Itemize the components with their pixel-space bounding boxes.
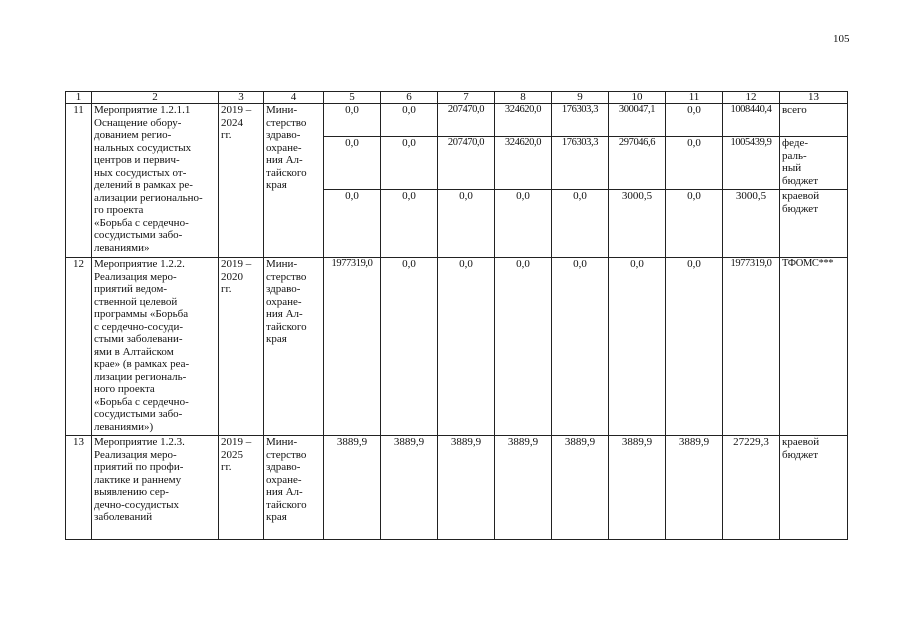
- activity-name: Мероприятие 1.2.2. Реализация меро- приятий ведом- ственной целевой программы «Борьба с сердечно-сосуди- стыми заболевани- ями в Алтайском крае» (в рамках реа- лизации региональ- ного проекта «Борьба с сердечно- сосудистыми забо- леваниями»): [92, 258, 219, 436]
- table-row: [66, 436, 848, 540]
- value-cell: 1977319,0: [723, 258, 780, 436]
- period-cell: 2019 – 2024 гг.: [219, 104, 264, 258]
- funding-source: ТФОМС***: [780, 258, 848, 436]
- header-cell: 13: [780, 92, 848, 104]
- value-cell: 0,0: [552, 190, 609, 258]
- value-cell: 176303,3: [552, 104, 609, 137]
- funding-source: краевой бюджет: [780, 190, 848, 258]
- header-row: [66, 92, 848, 104]
- value-cell: 324620,0: [495, 137, 552, 190]
- value-cell: 297046,6: [609, 137, 666, 190]
- value-cell: 0,0: [438, 190, 495, 258]
- value-cell: 0,0: [381, 137, 438, 190]
- value-cell: 3889,9: [495, 436, 552, 540]
- table-row: [66, 104, 848, 137]
- value-cell: 0,0: [495, 258, 552, 436]
- value-cell: 3889,9: [609, 436, 666, 540]
- row-number: 13: [66, 436, 92, 540]
- value-cell: 0,0: [609, 258, 666, 436]
- value-cell: 3889,9: [666, 436, 723, 540]
- row-number: 11: [66, 104, 92, 258]
- header-cell: 3: [219, 92, 264, 104]
- header-cell: 11: [666, 92, 723, 104]
- funding-source: краевой бюджет: [780, 436, 848, 540]
- table-row: [66, 258, 848, 436]
- value-cell: 0,0: [666, 190, 723, 258]
- funding-source: всего: [780, 104, 848, 137]
- activity-name: Мероприятие 1.2.1.1 Оснащение обору- дованием регио- нальных сосудистых центров и первич- ных сосудистых от- делений в рамках ре- ализации регионально- го проекта «Борьба с сердечно- сосудистыми забо- леваниями»: [92, 104, 219, 258]
- value-cell: 0,0: [381, 190, 438, 258]
- period-cell: 2019 – 2020 гг.: [219, 258, 264, 436]
- value-cell: 0,0: [666, 104, 723, 137]
- value-cell: 0,0: [381, 258, 438, 436]
- value-cell: 0,0: [324, 137, 381, 190]
- value-cell: 0,0: [552, 258, 609, 436]
- value-cell: 1005439,9: [723, 137, 780, 190]
- value-cell: 3889,9: [324, 436, 381, 540]
- value-cell: 0,0: [495, 190, 552, 258]
- row-number: 12: [66, 258, 92, 436]
- value-cell: 1008440,4: [723, 104, 780, 137]
- header-cell: 10: [609, 92, 666, 104]
- value-cell: 176303,3: [552, 137, 609, 190]
- value-cell: 0,0: [438, 258, 495, 436]
- value-cell: 3889,9: [552, 436, 609, 540]
- value-cell: 0,0: [666, 137, 723, 190]
- period-cell: 2019 – 2025 гг.: [219, 436, 264, 540]
- header-cell: 2: [92, 92, 219, 104]
- value-cell: 300047,1: [609, 104, 666, 137]
- executor-cell: Мини- стерство здраво- охране- ния Ал- тайского края: [264, 436, 324, 540]
- header-cell: 5: [324, 92, 381, 104]
- activity-name: Мероприятие 1.2.3. Реализация меро- приятий по профи- лактике и раннему выявлению сер- дечно-сосудистых заболеваний: [92, 436, 219, 540]
- value-cell: 324620,0: [495, 104, 552, 137]
- header-cell: 4: [264, 92, 324, 104]
- value-cell: 0,0: [324, 190, 381, 258]
- value-cell: 3889,9: [438, 436, 495, 540]
- value-cell: 0,0: [666, 258, 723, 436]
- page-number: 105: [833, 33, 850, 45]
- value-cell: 1977319,0: [324, 258, 381, 436]
- executor-cell: Мини- стерство здраво- охране- ния Ал- тайского края: [264, 104, 324, 258]
- executor-cell: Мини- стерство здраво- охране- ния Ал- тайского края: [264, 258, 324, 436]
- header-cell: 8: [495, 92, 552, 104]
- value-cell: 0,0: [381, 104, 438, 137]
- budget-table: [65, 91, 848, 540]
- value-cell: 207470,0: [438, 104, 495, 137]
- header-cell: 12: [723, 92, 780, 104]
- header-cell: 7: [438, 92, 495, 104]
- value-cell: 3000,5: [723, 190, 780, 258]
- value-cell: 3889,9: [381, 436, 438, 540]
- value-cell: 207470,0: [438, 137, 495, 190]
- header-cell: 1: [66, 92, 92, 104]
- funding-source: феде- раль- ный бюджет: [780, 137, 848, 190]
- header-cell: 9: [552, 92, 609, 104]
- value-cell: 27229,3: [723, 436, 780, 540]
- value-cell: 3000,5: [609, 190, 666, 258]
- value-cell: 0,0: [324, 104, 381, 137]
- header-cell: 6: [381, 92, 438, 104]
